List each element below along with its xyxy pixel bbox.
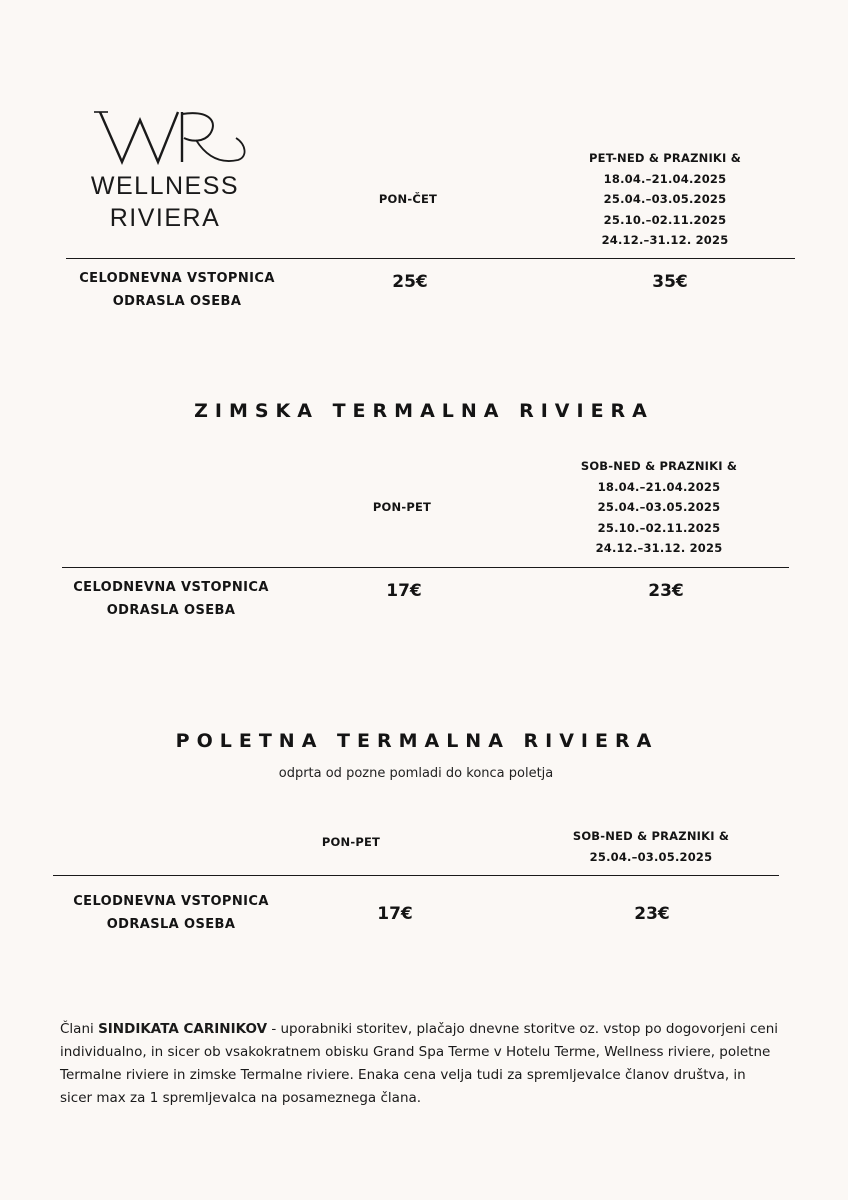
zimska-price-weekday: 17€ bbox=[386, 581, 422, 601]
note-prefix: Člani bbox=[60, 1021, 99, 1037]
row-label-line: ODRASLA OSEBA bbox=[106, 602, 236, 618]
zimska-divider bbox=[62, 567, 789, 568]
row-label-line: CELODNEVNA VSTOPNICA bbox=[73, 894, 269, 909]
poletna-row-label bbox=[54, 891, 288, 936]
zimska-title: ZIMSKA TERMALNA RIVIERA bbox=[194, 400, 654, 422]
poletna-weekend-line: 25.04.–03.05.2025 bbox=[589, 849, 713, 864]
zimska-price-weekend: 23€ bbox=[648, 581, 684, 601]
row-label-line: ODRASLA OSEBA bbox=[106, 916, 236, 932]
wellness-col-weekday: PON-ČET bbox=[378, 192, 438, 206]
poletna-price-weekday: 17€ bbox=[377, 904, 413, 924]
poletna-col-weekday: PON-PET bbox=[321, 835, 381, 849]
wellness-weekend-line: 18.04.–21.04.2025 bbox=[603, 171, 727, 186]
poletna-col-weekend bbox=[546, 826, 756, 867]
member-note bbox=[60, 1018, 780, 1110]
wellness-weekend-line: 25.04.–03.05.2025 bbox=[603, 192, 727, 206]
poletna-subtitle: odprta od pozne pomladi do konca poletja bbox=[278, 766, 554, 781]
row-label-line: ODRASLA OSEBA bbox=[112, 293, 242, 309]
wellness-row-label bbox=[60, 268, 294, 313]
zimska-weekend-line: 18.04.–21.04.2025 bbox=[597, 479, 721, 494]
poletna-title: POLETNA TERMALNA RIVIERA bbox=[175, 730, 659, 752]
zimska-row-label bbox=[54, 577, 288, 622]
poletna-divider bbox=[53, 875, 779, 876]
zimska-weekend-line: SOB-NED & PRAZNIKI & bbox=[580, 459, 738, 473]
wellness-weekend-line: 24.12.–31.12. 2025 bbox=[601, 233, 729, 247]
wellness-weekend-line: PET-NED & PRAZNIKI & bbox=[589, 151, 741, 165]
wellness-divider bbox=[66, 258, 795, 259]
wellness-price-weekday: 25€ bbox=[392, 272, 428, 292]
wellness-col-weekend bbox=[560, 148, 770, 251]
logo-line-riviera: RIVIERA bbox=[109, 204, 221, 232]
wr-monogram-icon bbox=[60, 100, 270, 170]
zimska-weekend-line: 25.04.–03.05.2025 bbox=[597, 500, 721, 514]
zimska-col-weekday: PON-PET bbox=[372, 500, 432, 514]
zimska-weekend-line: 25.10.–02.11.2025 bbox=[597, 520, 721, 535]
wellness-weekend-line: 25.10.–02.11.2025 bbox=[603, 212, 727, 227]
note-union-name: SINDIKATA CARINIKOV bbox=[98, 1021, 268, 1037]
zimska-col-weekend bbox=[554, 456, 764, 559]
logo-line-wellness: WELLNESS bbox=[90, 172, 240, 200]
row-label-line: CELODNEVNA VSTOPNICA bbox=[73, 580, 269, 595]
zimska-weekend-line: 24.12.–31.12. 2025 bbox=[595, 541, 723, 555]
wellness-price-weekend: 35€ bbox=[652, 272, 688, 292]
row-label-line: CELODNEVNA VSTOPNICA bbox=[79, 271, 275, 286]
poletna-price-weekend: 23€ bbox=[634, 904, 670, 924]
note-body: - uporabniki storitev, plačajo dnevne storitve oz. vstop po dogovorjeni ceni individualno, in sicer ob vsakokratnem obisku Grand Spa Terme v Hotelu Terme, Wellness riviere, poletne Termalne riviere in zimske Termalne riviere. Enaka cena velja tudi za spremljevalce članov društva, in sicer max za 1 spremljevalca na posameznega člana. bbox=[60, 1021, 779, 1106]
poletna-weekend-line: SOB-NED & PRAZNIKI & bbox=[572, 829, 730, 843]
wellness-riviera-logo bbox=[60, 100, 270, 235]
